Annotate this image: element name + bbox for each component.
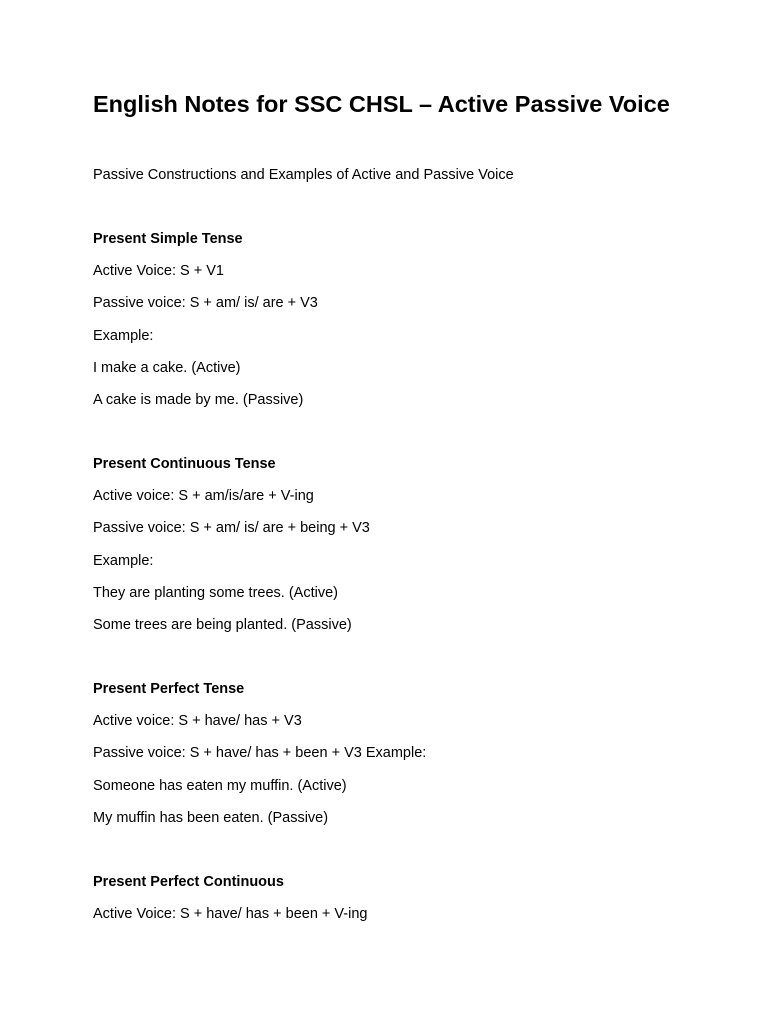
section-present-perfect-continuous	[93, 872, 367, 936]
example-line: A cake is made by me. (Passive)	[93, 392, 304, 409]
document-subtitle: Passive Constructions and Examples of Active and Passive Voice	[93, 167, 514, 183]
example-label: Example:	[93, 552, 154, 569]
rule-line: Passive voice: S + am/ is/ are + being + V3	[93, 520, 370, 537]
rule-line: Passive voice: S + have/ has + been + V3 Example:	[93, 745, 427, 762]
example-line: They are planting some trees. (Active)	[93, 584, 338, 601]
section-heading: Present Simple Tense	[93, 231, 243, 247]
section-present-perfect	[93, 679, 426, 840]
rule-line: Passive voice: S + am/ is/ are + V3	[93, 295, 318, 312]
section-heading: Present Perfect Continuous	[93, 874, 284, 890]
example-label: Example:	[93, 327, 154, 344]
section-present-continuous	[93, 454, 370, 647]
section-heading: Present Continuous Tense	[93, 456, 276, 472]
example-line: I make a cake. (Active)	[93, 359, 241, 376]
rule-line: Active Voice: S + V1	[93, 263, 224, 279]
section-heading: Present Perfect Tense	[93, 681, 245, 697]
example-line: Someone has eaten my muffin. (Active)	[93, 777, 347, 794]
example-line: Some trees are being planted. (Passive)	[93, 617, 352, 634]
rule-line: Active voice: S + have/ has + V3	[93, 713, 302, 729]
example-line: My muffin has been eaten. (Passive)	[93, 809, 329, 826]
rule-line: Active Voice: S + have/ has + been + V-ing	[93, 906, 368, 922]
page-title: English Notes for SSC CHSL – Active Passive Voice	[93, 91, 670, 117]
section-present-simple	[93, 229, 318, 422]
rule-line: Active voice: S + am/is/are + V-ing	[93, 488, 314, 504]
